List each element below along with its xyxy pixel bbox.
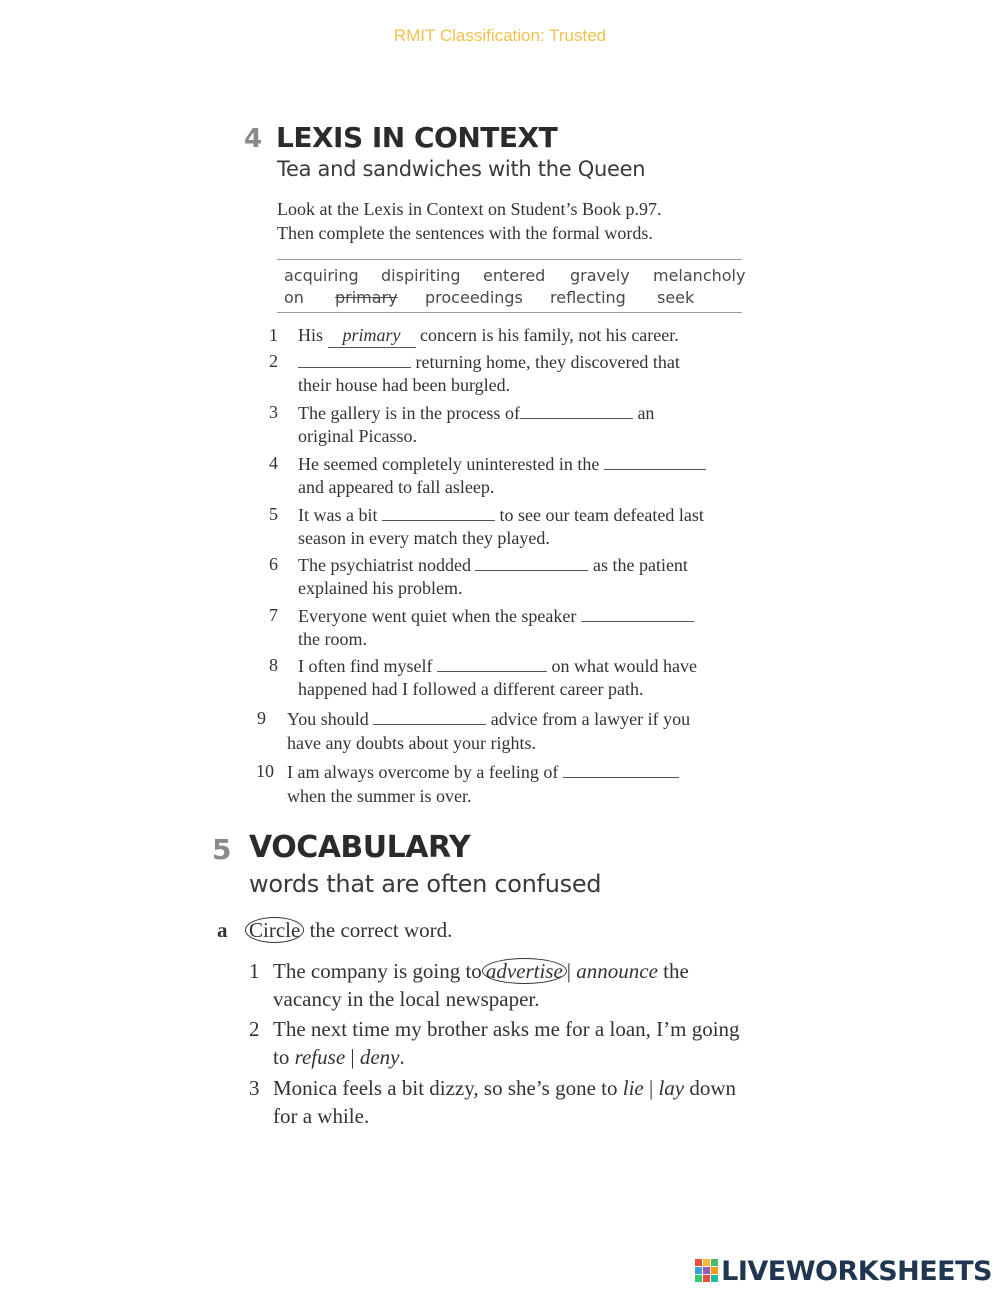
word-box-word: dispiriting — [381, 266, 461, 285]
option[interactable]: deny — [359, 1045, 400, 1069]
word-box-word: reflecting — [550, 288, 626, 307]
option[interactable]: refuse — [294, 1045, 346, 1069]
word-box-word: seek — [657, 288, 695, 307]
word-box-word: on — [284, 288, 304, 307]
answer-blank[interactable] — [475, 552, 588, 571]
section-4-subtitle: Tea and sandwiches with the Queen — [277, 157, 646, 181]
vocab-item: 1 The company is going to advertise | announce the vacancy in the local newspaper. — [249, 959, 689, 1011]
answer-blank[interactable] — [520, 400, 633, 419]
option-selected[interactable]: advertise — [482, 958, 567, 984]
word-box-word-used: primary — [335, 288, 398, 307]
word-box-top-rule — [277, 259, 742, 260]
vocab-item: 2 The next time my brother asks me for a loan, I’m going to refuse | deny. — [249, 1017, 740, 1069]
answer-blank[interactable] — [563, 759, 679, 778]
answer-blank[interactable] — [298, 349, 411, 368]
option[interactable]: lie — [622, 1076, 644, 1100]
answer-blank[interactable] — [382, 502, 495, 521]
section-5-subtitle: words that are often confused — [249, 870, 602, 898]
word-box-word: proceedings — [425, 288, 523, 307]
word-box-word: melancholy — [653, 266, 746, 285]
answer-filled: primary — [328, 323, 416, 348]
answer-blank[interactable] — [604, 451, 706, 470]
answer-blank[interactable] — [437, 653, 547, 672]
option[interactable]: lay — [658, 1076, 685, 1100]
logo-grid-icon — [695, 1259, 717, 1283]
answer-blank[interactable] — [581, 603, 694, 622]
section-4-number: 4 — [244, 124, 263, 154]
section-4-instruction-line2: Then complete the sentences with the formal words. — [277, 223, 653, 243]
vocab-item: 3 Monica feels a bit dizzy, so she’s gone to lie | lay down for a while. — [249, 1076, 737, 1128]
part-a-letter: a — [217, 918, 228, 942]
part-a-instruction: Circle the correct word. — [245, 918, 452, 943]
answer-blank[interactable] — [373, 706, 486, 725]
logo-text: LIVEWORKSHEETS — [721, 1255, 992, 1287]
option[interactable]: announce — [576, 959, 658, 983]
section-4-instruction-line1: Look at the Lexis in Context on Student’s Book p.97. — [277, 199, 662, 219]
word-box-word: entered — [483, 266, 546, 285]
section-5-title: VOCABULARY — [249, 830, 471, 865]
word-box-bottom-rule — [277, 312, 742, 313]
section-4-title: LEXIS IN CONTEXT — [276, 121, 558, 154]
classification-label: RMIT Classification: Trusted — [393, 26, 607, 45]
liveworksheets-logo — [695, 1254, 992, 1288]
word-box-word: acquiring — [284, 266, 359, 285]
word-box-word: gravely — [570, 266, 630, 285]
section-5-number: 5 — [212, 833, 232, 866]
